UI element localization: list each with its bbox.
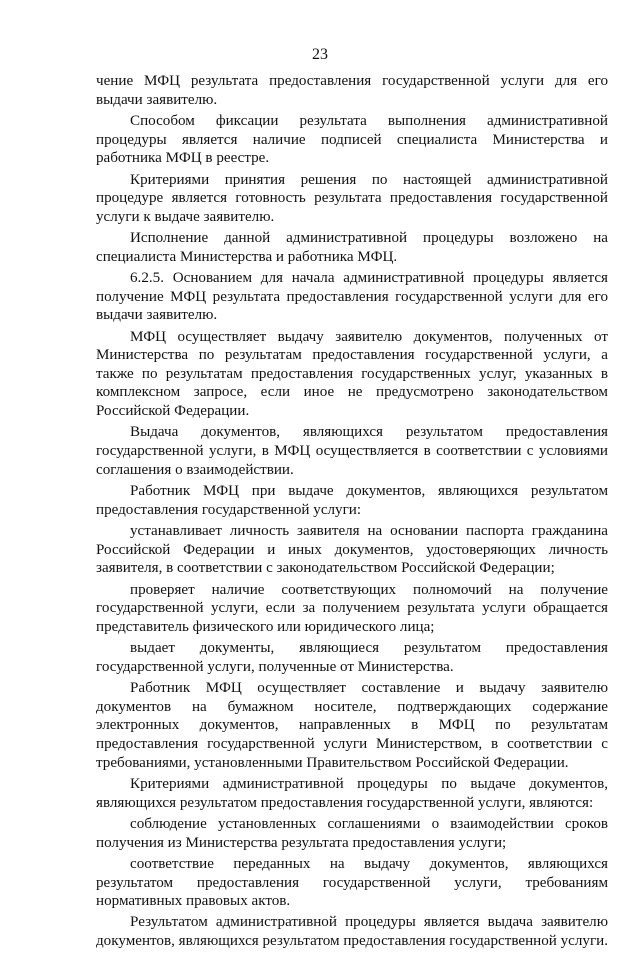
paragraph: МФЦ осуществляет выдачу заявителю документов, полученных от Министерства по результатам предоставления государственной услуги, а также по результатам предоставления государственных услуг, указанных в комплексном запросе, если иное не предусмотрено законодательством Российской Федерации.: [96, 328, 608, 420]
paragraph: Критериями принятия решения по настоящей административной процедуре является готовность результата предоставления государственной услуги к выдаче заявителю.: [96, 171, 608, 225]
paragraph: Исполнение данной административной процедуры возложено на специалиста Министерства и работника МФЦ.: [96, 230, 608, 265]
page-body: [96, 72, 608, 953]
paragraph: Работник МФЦ при выдаче документов, являющихся результатом предоставления государственной услуги:: [96, 483, 608, 518]
list-item: соответствие переданных на выдачу документов, являющихся результатом предоставления государственной услуги, требованиям нормативных правовых актов.: [96, 855, 608, 910]
page-number: 23: [312, 46, 328, 63]
paragraph-continuation: чение МФЦ результата предоставления государственной услуги для его выдачи заявителю.: [96, 73, 608, 108]
list-item: выдает документы, являющиеся результатом предоставления государственной услуги, полученные от Министерства.: [96, 640, 608, 675]
paragraph-section-6-2-5: 6.2.5. Основанием для начала административной процедуры является получение МФЦ результата предоставления государственной услуги для его выдачи заявителю.: [96, 270, 608, 324]
list-item: проверяет наличие соответствующих полномочий на получение государственной услуги, если за получением результата услуги обращается представитель физического или юридического лица;: [96, 581, 608, 635]
paragraph: Способом фиксации результата выполнения административной процедуры является наличие подписей специалиста Министерства и работника МФЦ в реестре.: [96, 112, 608, 167]
paragraph: Критериями административной процедуры по выдаче документов, являющихся результатом предоставления государственной услуги, являются:: [96, 775, 608, 811]
list-item: устанавливает личность заявителя на основании паспорта гражданина Российской Федерации и иных документов, удостоверяющих личность заявителя, в соответствии с законодательством Российской Федерации;: [96, 523, 608, 577]
paragraph: Выдача документов, являющихся результатом предоставления государственной услуги, в МФЦ осуществляется в соответствии с условиями соглашения о взаимодействии.: [96, 424, 608, 478]
list-item: соблюдение установленных соглашениями о взаимодействии сроков получения из Министерства результата предоставления услуги;: [96, 815, 608, 851]
paragraph: Работник МФЦ осуществляет составление и выдачу заявителю документов на бумажном носителе, подтверждающих содержание электронных документов, направленных в МФЦ по результатам предоставления государственной услуги Министерством, в соответствии с требованиями, установленными Правительством Российской Федерации.: [96, 680, 608, 771]
paragraph: Результатом административной процедуры является выдача заявителю документов, являющихся результатом предоставления государственной услуги.: [96, 914, 609, 950]
